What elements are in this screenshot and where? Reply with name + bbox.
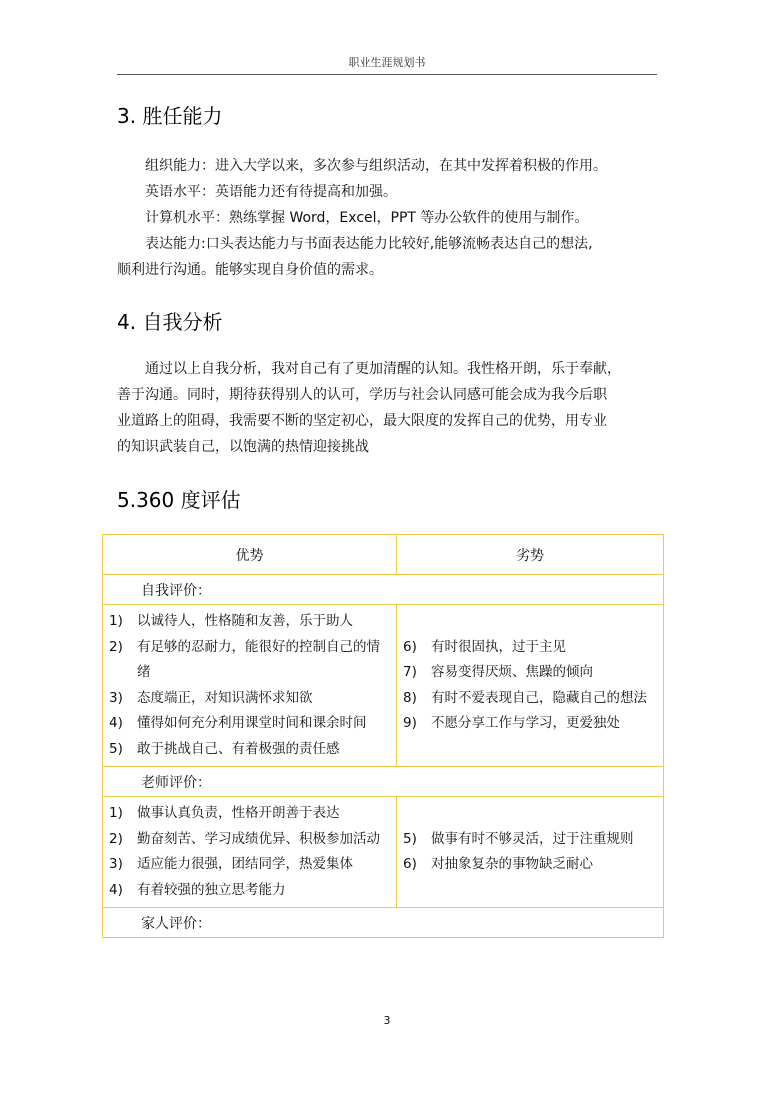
analysis-line-1: 通过以上自我分析，我对自己有了更加清醒的认知。我性格开朗，乐于奉献， [145,361,621,377]
self-weaknesses-cell [397,605,664,767]
list-item: 3) 态度端正，对知识满怀求知欲 [109,689,313,706]
list-item: 9) 不愿分享工作与学习，更爱独处 [403,715,620,731]
section-4-title: 4. 自我分析 [117,310,223,334]
org-ability-line: 组织能力：进入大学以来，多次参与组织活动，在其中发挥着积极的作用。 [145,158,607,174]
section-3-body [117,153,658,283]
teacher-weaknesses-cell [397,797,664,908]
list-item: 7) 容易变得厌烦、焦躁的倾向 [403,664,593,680]
list-item: 4) 懂得如何充分利用课堂时间和课余时间 [109,715,367,731]
analysis-line-2: 善于沟通。同时，期待获得别人的认可，学历与社会认同感可能会成为我今后职 [117,387,607,403]
computer-line: 计算机水平：熟练掌握 Word，Excel，PPT 等办公软件的使用与制作。 [145,210,589,226]
list-item: 6) 有时很固执，过于主见 [403,638,566,655]
family-eval-label: 家人评价： [103,908,664,938]
weaknesses-header: 劣势 [397,535,664,575]
teacher-strengths-cell [103,797,397,908]
list-item: 1) 以诚待人，性格随和友善，乐于助人 [109,613,353,629]
section-3-title: 3. 胜任能力 [117,104,223,128]
self-eval-label: 自我评价： [103,575,664,605]
list-item: 2) 有足够的忍耐力，能很好的控制自己的情绪 [109,638,380,680]
expression-line: 表达能力:口头表达能力与书面表达能力比较好,能够流畅表达自己的想法, [145,236,593,252]
running-header: 职业生涯规划书 [117,54,657,75]
list-item: 4) 有着较强的独立思考能力 [109,881,286,898]
analysis-line-3: 业道路上的阻碍，我需要不断的坚定初心，最大限度的发挥自己的优势，用专业 [117,413,607,429]
section-4-body [117,356,658,460]
list-item: 8) 有时不爱表现自己，隐藏自己的想法 [403,689,647,706]
list-item: 6) 对抽象复杂的事物缺乏耐心 [403,856,593,872]
table-header-row [103,535,664,575]
page-number: 3 [383,1014,391,1027]
analysis-line-4: 的知识武装自己，以饱满的热情迎接挑战 [117,439,369,455]
expression-line-cont: 顺利进行沟通。能够实现自身价值的需求。 [117,262,383,278]
list-item: 5) 敢于挑战自己、有着极强的责任感 [109,740,340,757]
evaluation-table [102,534,664,938]
list-item: 1) 做事认真负责，性格开朗善于表达 [109,805,340,821]
teacher-eval-label: 老师评价： [103,767,664,797]
list-item: 2) 勤奋刻苦、学习成绩优异、积极参加活动 [109,830,380,847]
english-line: 英语水平：英语能力还有待提高和加强。 [145,184,397,200]
strengths-header: 优势 [103,535,397,575]
section-5-title: 5.360 度评估 [117,488,241,512]
list-item: 5) 做事有时不够灵活，过于注重规则 [403,830,634,847]
list-item: 3) 适应能力很强，团结同学，热爱集体 [109,856,353,872]
self-strengths-cell [103,605,397,767]
